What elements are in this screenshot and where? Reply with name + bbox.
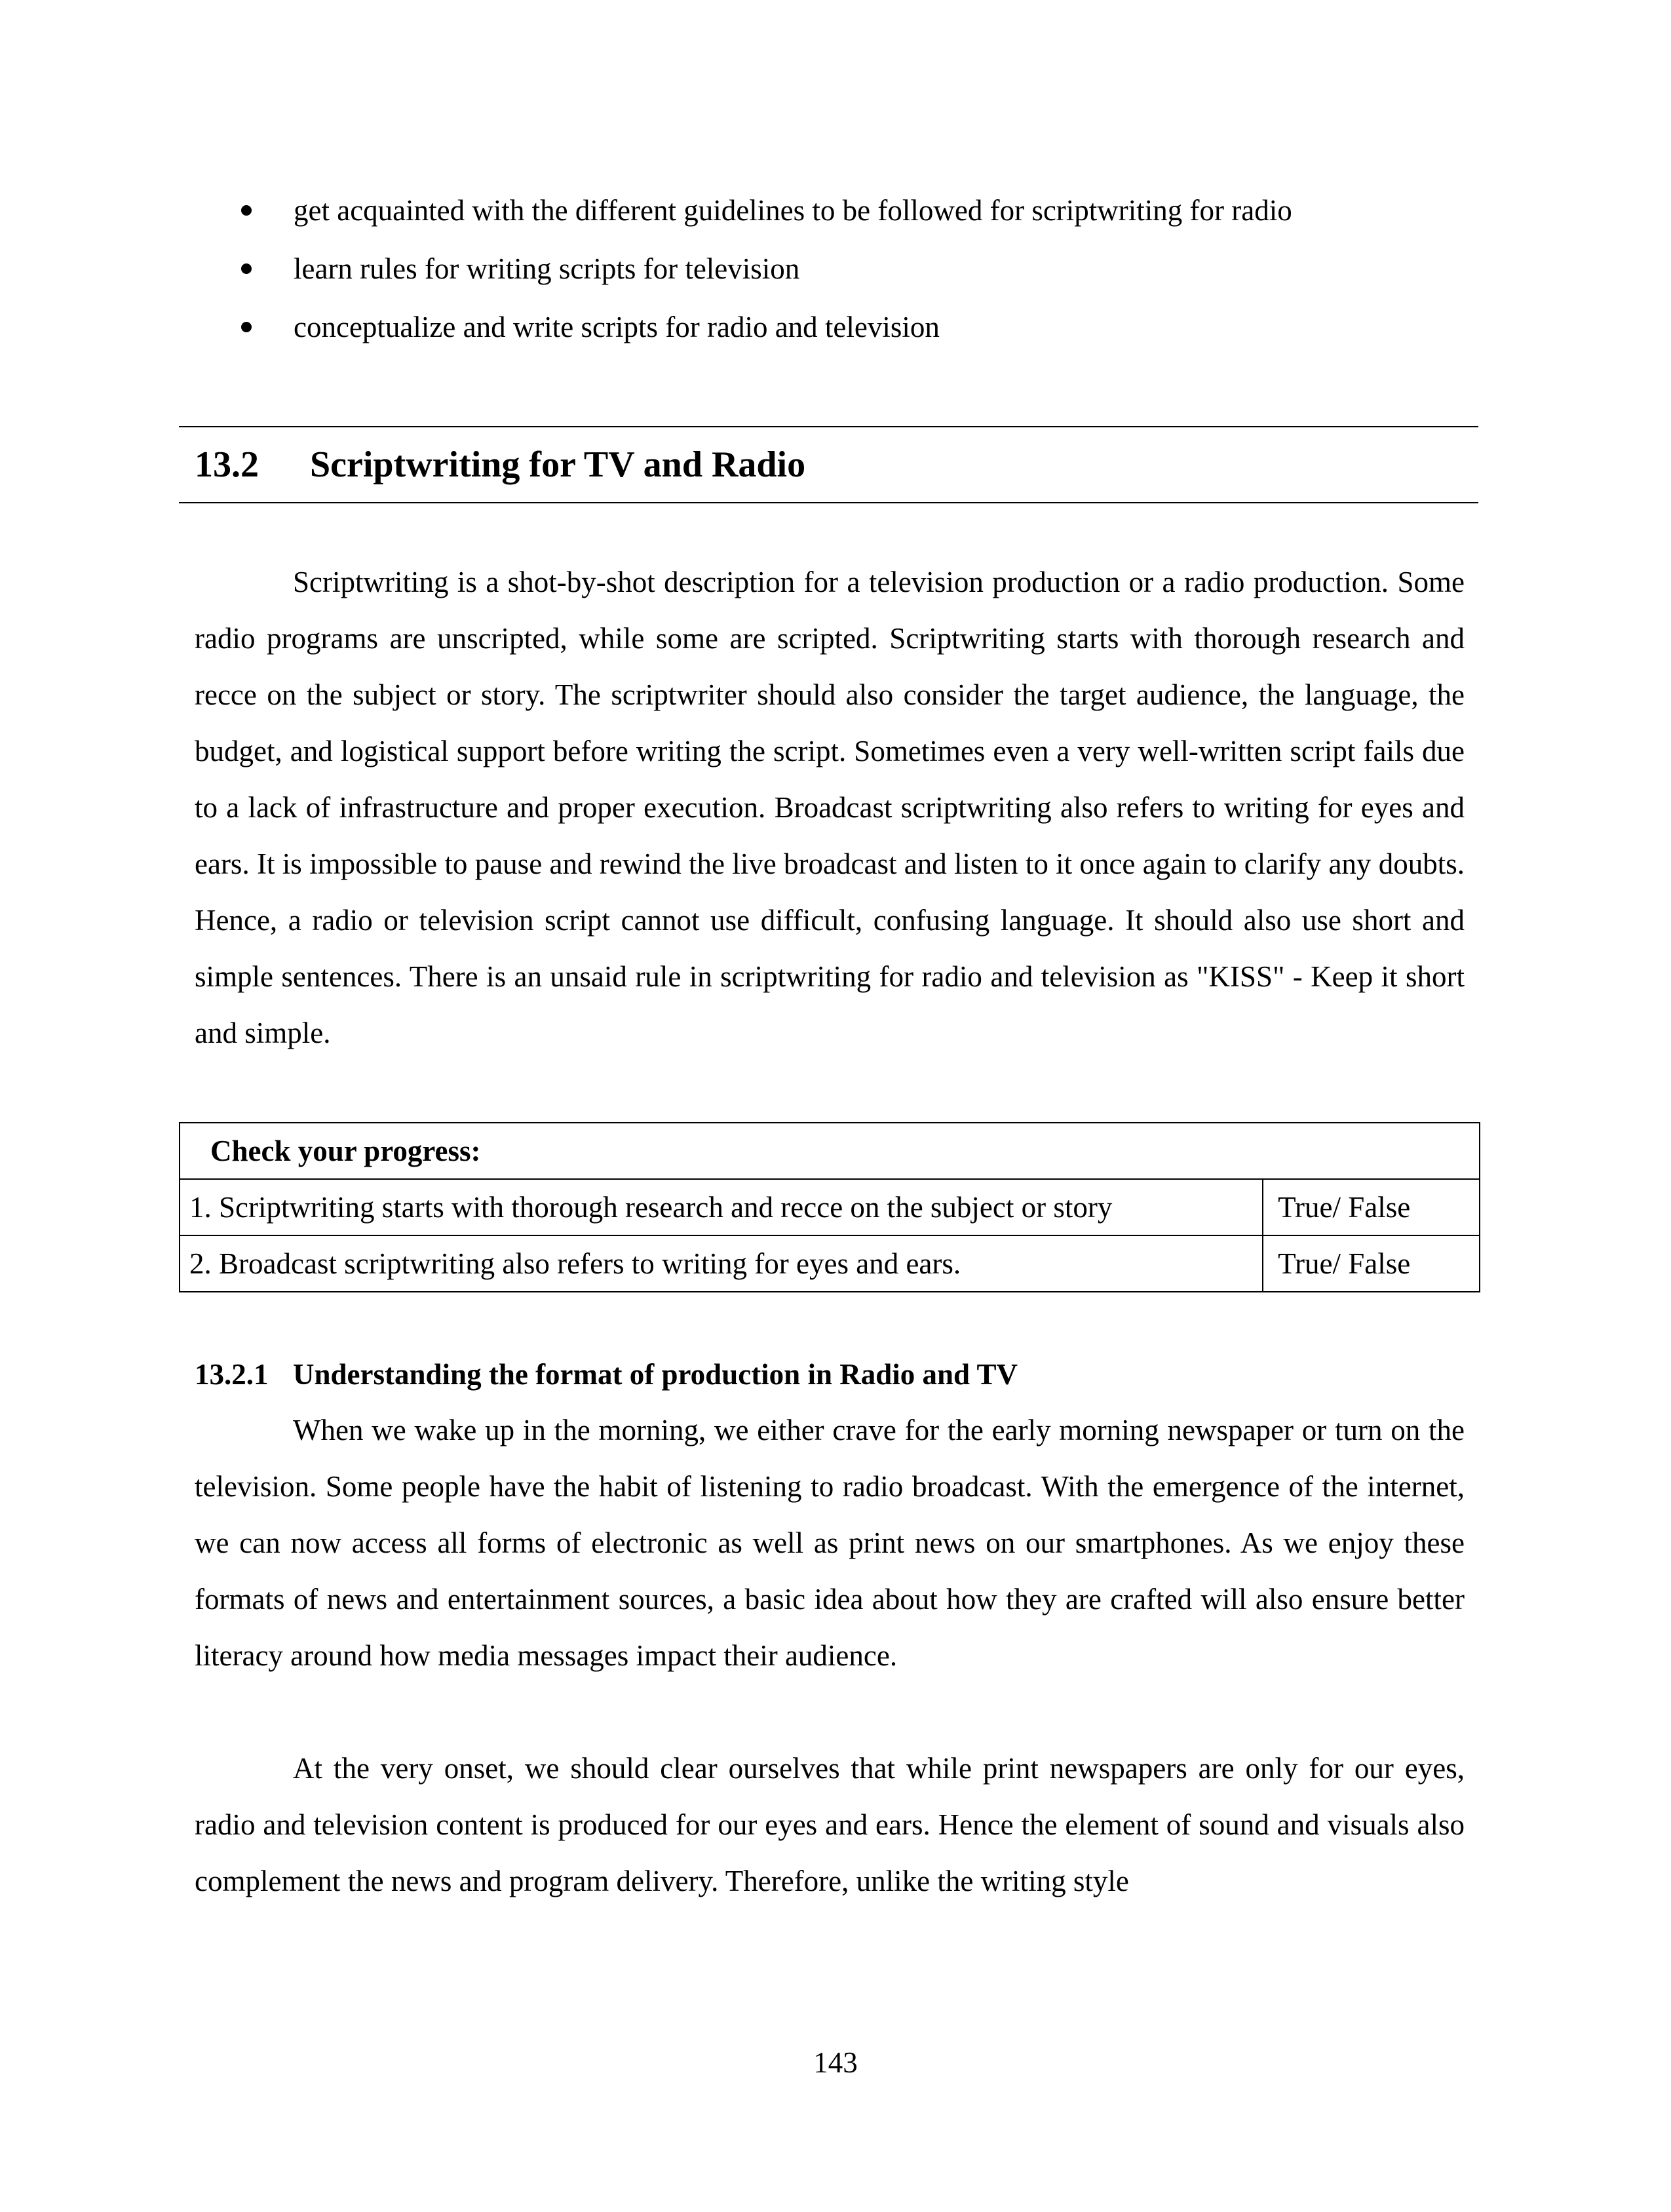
table-header-row bbox=[180, 1123, 1480, 1179]
subsection-number: 13.2.1 bbox=[195, 1358, 269, 1391]
list-item-text: conceptualize and write scripts for radio and television bbox=[294, 311, 940, 343]
page-number: 143 bbox=[813, 2046, 858, 2079]
question-cell: 2. Broadcast scriptwriting also refers to writing for eyes and ears. bbox=[180, 1235, 1263, 1292]
subsection-title-text: Understanding the format of production in Radio and TV bbox=[293, 1358, 1018, 1391]
answer-cell: True/ False bbox=[1263, 1235, 1480, 1292]
bullet-icon bbox=[241, 322, 252, 332]
answer-cell: True/ False bbox=[1263, 1179, 1480, 1235]
learning-objectives-list bbox=[236, 194, 1481, 369]
section-rule-top bbox=[179, 426, 1478, 427]
table-row bbox=[180, 1179, 1480, 1235]
table-row bbox=[180, 1235, 1480, 1292]
subsection-heading bbox=[195, 1355, 1018, 1394]
list-item-text: learn rules for writing scripts for television bbox=[294, 252, 800, 285]
list-item bbox=[236, 194, 1481, 227]
body-paragraph: When we wake up in the morning, we either crave for the early morning newspaper or turn on the television. Some people have the habit of listening to radio broadcast. With the emergence of the internet, we can now access all forms of electronic as well as print news on our smartphones. As we enjoy these formats of news and entertainment sources, a basic idea about how they are crafted will also ensure better literacy around how media messages impact their audience. bbox=[195, 1414, 1465, 1672]
check-progress-table bbox=[179, 1122, 1480, 1292]
bullet-icon bbox=[241, 205, 252, 216]
section-title-text: Scriptwriting for TV and Radio bbox=[310, 444, 806, 485]
list-item-text: get acquainted with the different guidelines to be followed for scriptwriting for radio bbox=[294, 194, 1292, 227]
bullet-icon bbox=[241, 263, 252, 274]
list-item bbox=[236, 252, 1481, 286]
check-progress-heading: Check your progress: bbox=[180, 1123, 1480, 1179]
list-item bbox=[236, 311, 1481, 344]
section-number: 13.2 bbox=[195, 444, 259, 485]
section-rule-bottom bbox=[179, 502, 1478, 503]
question-cell: 1. Scriptwriting starts with thorough research and recce on the subject or story bbox=[180, 1179, 1263, 1235]
body-paragraph: Scriptwriting is a shot-by-shot description for a television production or a radio production. Some radio programs are unscripted, while some are scripted. Scriptwriting starts with thorough research and recce on the subject or story. The scriptwriter should also consider the target audience, the language, the budget, and logistical support before writing the script. Sometimes even a very well-written script fails due to a lack of infrastructure and proper execution. Broadcast scriptwriting also refers to writing for eyes and ears. It is impossible to pause and rewind the live broadcast and listen to it once again to clarify any doubts. Hence, a radio or television script cannot use difficult, confusing language. It should also use short and simple sentences. There is an unsaid rule in scriptwriting for radio and television as "KISS" - Keep it short and simple. bbox=[195, 566, 1465, 1049]
section-heading bbox=[195, 441, 805, 488]
body-paragraph: At the very onset, we should clear ourselves that while print newspapers are only for our eyes, radio and television content is produced for our eyes and ears. Hence the element of sound and visuals also complement the news and program delivery. Therefore, unlike the writing style bbox=[195, 1752, 1465, 1897]
